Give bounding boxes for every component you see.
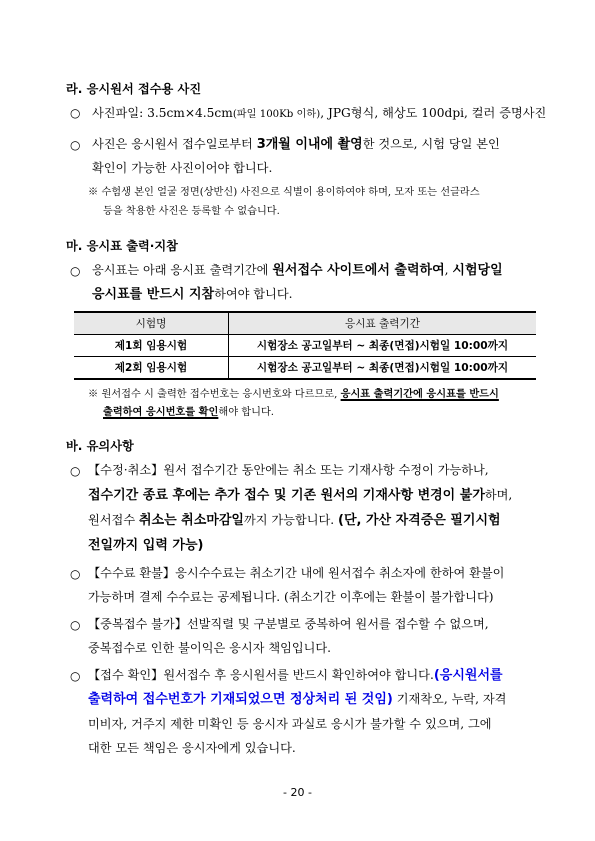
- ticket-note-line-1: [88, 390, 499, 400]
- bullet-circle: ○: [70, 138, 81, 152]
- confirm-blue-2: 출력하여 접수번호가 기재되었으면 정상처리 된 것임): [88, 692, 393, 707]
- confirm-line-1: [88, 669, 503, 682]
- photo-note-text: 수험생 본인 얼굴 정면(상반신) 사진으로 식별이 용이하여야 하며, 모자 또는 선글라스: [101, 187, 480, 198]
- confirm-line-3: 미비자, 거주지 제한 미확인 등 응시자 과실로 응시가 불가할 수 있으며, 그에: [88, 717, 492, 731]
- confirm-blue-1: (응시원서를: [433, 668, 503, 683]
- confirm-text: 【접수 확인】원서접수 후 응시원서를 반드시 확인하여야 합니다.: [88, 668, 434, 682]
- bullet-circle: ○: [70, 669, 81, 683]
- photo-date-line-2: 확인이 가능한 사진이어야 합니다.: [92, 161, 273, 175]
- ticket-bold-bring: 응시표를 반드시 지참: [92, 287, 215, 302]
- edit-cancel-bold-3a: 취소는 취소마감일: [138, 513, 244, 528]
- note-mark: ※: [88, 389, 99, 400]
- ticket-bold-exam-day: 시험당일: [452, 263, 503, 278]
- ticket-comma: ,: [444, 263, 453, 277]
- confirm-line-4: 대한 모든 책임은 응시자에게 있습니다.: [88, 741, 296, 755]
- table-cell-period: 시험장소 공고일부터 ~ 최종(면접)시험일 10:00까지: [229, 357, 537, 380]
- ticket-note-bold: 응시표 출력기간에 응시표를 반드시: [340, 389, 499, 400]
- photo-note-line-2: 등을 착용한 사진은 등록할 수 없습니다.: [103, 206, 280, 217]
- photo-spec-size: 사진파일: 3.5cm×4.5cm: [92, 106, 233, 120]
- note-mark: ※: [88, 187, 99, 198]
- bullet-circle: ○: [70, 464, 81, 478]
- confirm-line-2: [88, 693, 506, 706]
- table-header-row: [74, 312, 536, 335]
- table-row: [74, 335, 536, 357]
- edit-cancel-line-2: [88, 489, 512, 502]
- table-cell-exam: 제1회 임용시험: [74, 335, 229, 357]
- edit-cancel-text-3a: 원서접수: [88, 513, 139, 527]
- ticket-note-bold-2: 출력하여 응시번호를 확인: [103, 407, 219, 418]
- bullet-circle: ○: [70, 264, 81, 278]
- section-heading-admission-ticket: 마. 응시표 출력·지참: [66, 239, 178, 253]
- ticket-line-2: [92, 288, 292, 301]
- refund-line-1: 【수수료 환불】응시수수료는 취소기간 내에 원서접수 취소자에 한하여 환불이: [88, 566, 505, 580]
- table-header-exam: 시험명: [74, 312, 229, 335]
- bullet-circle: ○: [70, 618, 81, 632]
- ticket-print-period-table: [74, 311, 536, 380]
- photo-date-text-b: 한 것으로, 시험 당일 본인: [362, 137, 500, 151]
- edit-cancel-line-4: 전일까지 입력 가능): [88, 538, 204, 553]
- photo-date-line-1: [92, 138, 500, 151]
- photo-spec-format: , JPG형식, 해상도 100dpi, 컬러 증명사진: [320, 106, 547, 120]
- edit-cancel-line-3: [88, 514, 501, 527]
- ticket-note-line-2: [103, 408, 274, 418]
- edit-cancel-line-1: 【수정·취소】원서 접수기간 동안에는 취소 또는 기재사항 수정이 가능하나,: [88, 463, 489, 477]
- photo-note-line-1: [88, 188, 480, 198]
- ticket-text-end: 하여야 합니다.: [214, 287, 293, 301]
- section-heading-precautions: 바. 유의사항: [66, 439, 134, 453]
- ticket-note-end: 해야 합니다.: [218, 407, 275, 418]
- table-row: [74, 357, 536, 380]
- ticket-line-1: [92, 264, 503, 277]
- table-cell-exam: 제2회 임용시험: [74, 357, 229, 380]
- edit-cancel-text-3b: 까지 가능합니다.: [243, 513, 339, 527]
- refund-line-2: 가능하며 결제 수수료는 공제됩니다. (취소기간 이후에는 환불이 불가합니다): [88, 590, 494, 604]
- bullet-circle: ○: [70, 567, 81, 581]
- edit-cancel-text: 하며,: [484, 488, 513, 502]
- page-number: - 20 -: [283, 786, 312, 799]
- edit-cancel-bold-3b: (단, 가산 자격증은 필기시험: [338, 513, 501, 528]
- bullet-circle: ○: [70, 106, 81, 120]
- duplicate-line-1: 【중복접수 불가】선발직렬 및 구분별로 중복하여 원서를 접수할 수 없으며,: [88, 617, 489, 631]
- edit-cancel-bold: 접수기간 종료 후에는 추가 접수 및 기존 원서의 기재사항 변경이 불가: [88, 488, 485, 503]
- photo-date-bold: 3개월 이내에 촬영: [256, 137, 363, 152]
- confirm-text-2: 기재착오, 누락, 자격: [392, 692, 507, 706]
- photo-date-text: 사진은 응시원서 접수일로부터: [92, 137, 257, 151]
- section-heading-photo: 라. 응시원서 접수용 사진: [66, 82, 202, 96]
- photo-spec-filesize: (파일 100Kb 이하): [232, 109, 321, 120]
- table-cell-period: 시험장소 공고일부터 ~ 최종(면접)시험일 10:00까지: [229, 335, 537, 357]
- ticket-note-text: 원서접수 시 출력한 접수번호는 응시번호와 다르므로,: [101, 389, 341, 400]
- photo-spec-line: [92, 107, 546, 120]
- ticket-text: 응시표는 아래 응시표 출력기간에: [92, 263, 273, 277]
- table-header-period: 응시표 출력기간: [229, 312, 537, 335]
- ticket-bold-print: 원서접수 사이트에서 출력하여: [272, 263, 445, 278]
- duplicate-line-2: 중복접수로 인한 불이익은 응시자 책임입니다.: [88, 641, 332, 655]
